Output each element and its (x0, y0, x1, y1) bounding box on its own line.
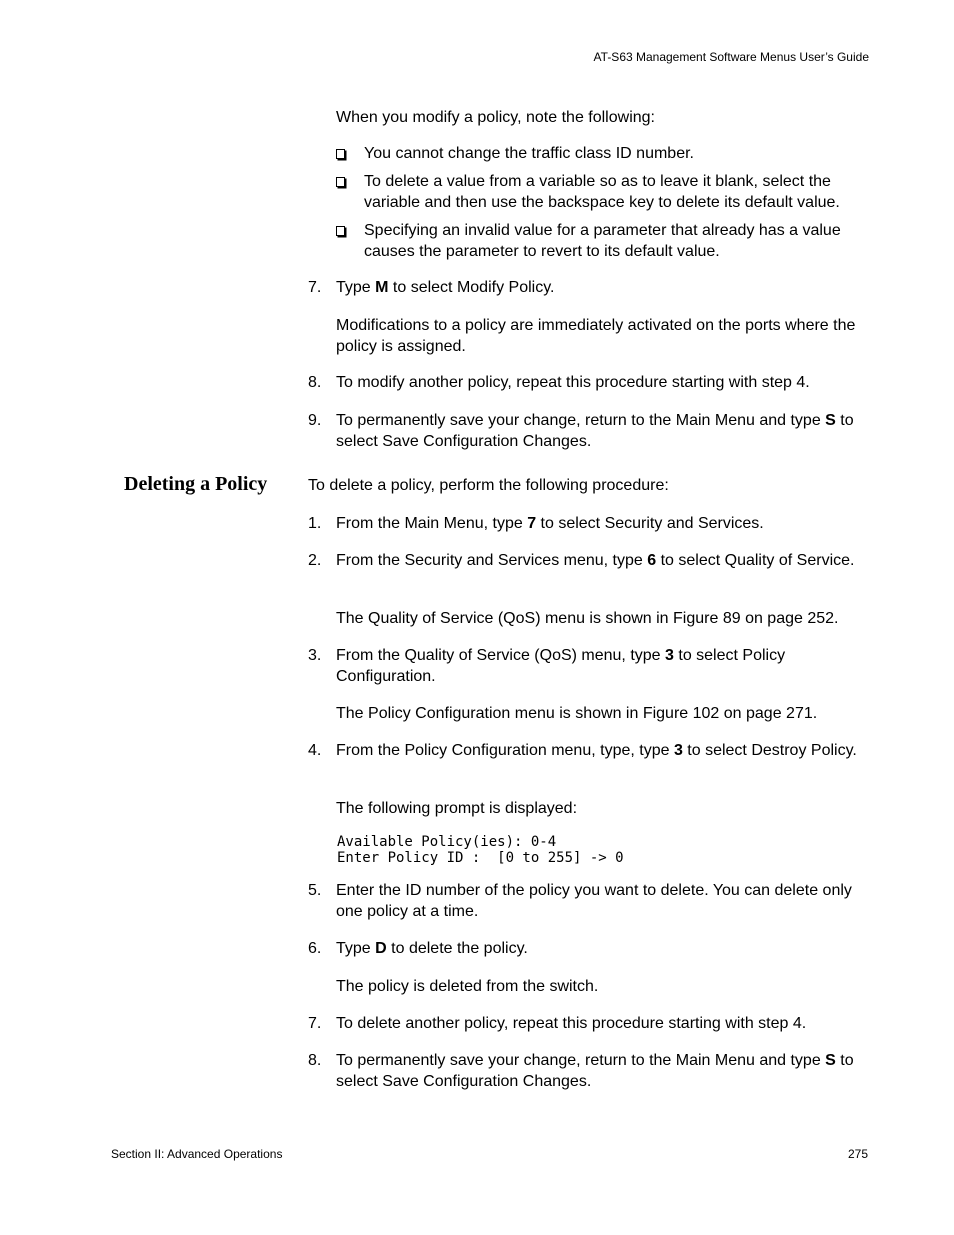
checkbox-bullet-icon (336, 149, 345, 159)
step-item: 2. From the Security and Services menu, type 6 to select Quality of Service. (308, 552, 855, 569)
step-note: The policy is deleted from the switch. (336, 978, 599, 995)
step-item: 4. From the Policy Configuration menu, type, type 3 to select Destroy Policy. (308, 742, 857, 759)
checkbox-bullet-icon (336, 177, 345, 187)
step-item: 3. From the Quality of Service (QoS) menu, type 3 to select Policy Configuration. (308, 647, 786, 685)
bullet-item: Specifying an invalid value for a parameter that already has a value causes the parameter to revert to its default value. (336, 221, 876, 262)
step-item: 9. To permanently save your change, return to the Main Menu and type S to select Save Configuration Changes. (308, 412, 854, 450)
step-note: The Quality of Service (QoS) menu is shown in Figure 89 on page 252. (336, 610, 839, 627)
prompt-code-line: Available Policy(ies): 0-4 (337, 834, 557, 850)
step-note: The Policy Configuration menu is shown in Figure 102 on page 271. (336, 705, 818, 722)
bullet-item: To delete a value from a variable so as to leave it blank, select the variable and then use the backspace key to delete its default value. (336, 172, 876, 213)
footer-section: Section II: Advanced Operations (111, 1147, 283, 1161)
step-item: 5. Enter the ID number of the policy you want to delete. You can delete only one policy at a time. (308, 882, 852, 920)
delete-intro: To delete a policy, perform the following procedure: (308, 477, 669, 494)
step-item: 8. To permanently save your change, return to the Main Menu and type S to select Save Configuration Changes. (308, 1052, 854, 1090)
step-item: 7. To delete another policy, repeat this procedure starting with step 4. (308, 1015, 807, 1032)
section-heading: Deleting a Policy (124, 473, 268, 495)
step-note: The following prompt is displayed: (336, 800, 578, 817)
step-note: Modifications to a policy are immediately activated on the ports where the policy is assigned. (336, 317, 856, 355)
prompt-code-line: Enter Policy ID : [0 to 255] -> 0 (337, 850, 624, 866)
step-item: 6. Type D to delete the policy. (308, 940, 528, 957)
step-item: 1. From the Main Menu, type 7 to select Security and Services. (308, 515, 764, 532)
running-header: AT-S63 Management Software Menus User’s Guide (593, 50, 869, 64)
checkbox-bullet-icon (336, 226, 345, 236)
bullet-item: You cannot change the traffic class ID number. (336, 144, 876, 165)
page-number: 275 (847, 1147, 868, 1161)
modify-intro: When you modify a policy, note the following: (336, 109, 655, 126)
step-item: 7. Type M to select Modify Policy. (308, 279, 555, 296)
step-item: 8. To modify another policy, repeat this procedure starting with step 4. (308, 374, 810, 391)
